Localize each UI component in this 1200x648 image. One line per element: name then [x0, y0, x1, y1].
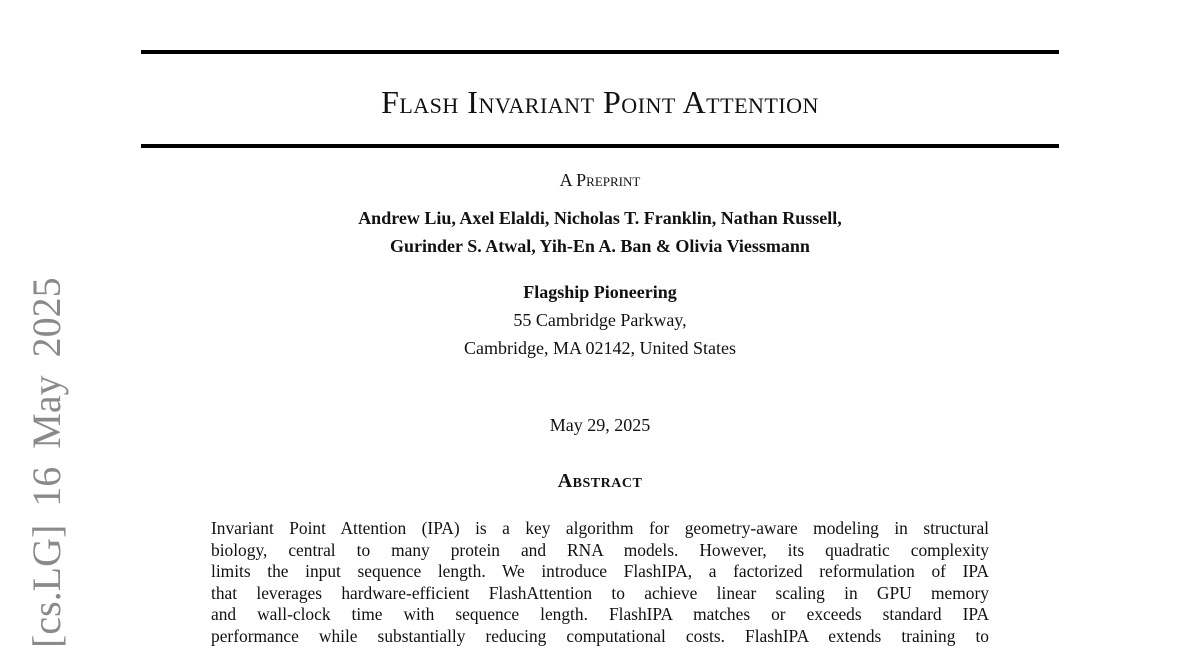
title-rule-top [141, 50, 1059, 54]
abstract-line: performance while substantially reducing computational costs. FlashIPA extends training to [211, 625, 989, 646]
arxiv-side-stamp: [cs.LG] 16 May 2025 [24, 277, 69, 648]
affiliation [141, 278, 1059, 362]
abstract-line: limits the input sequence length. We introduce FlashIPA, a factorized reformulation of IPA [211, 561, 989, 581]
abstract-body [211, 518, 989, 647]
author-line: Andrew Liu, Axel Elaldi, Nicholas T. Franklin, Nathan Russell, [358, 208, 842, 228]
abstract-heading: Abstract [557, 470, 643, 492]
author-line: Gurinder S. Atwal, Yih-En A. Ban & Olivia Viessmann [390, 236, 810, 256]
affiliation-organization: Flagship Pioneering [523, 282, 677, 302]
abstract-line: and wall-clock time with sequence length. FlashIPA matches or exceeds standard IPA [211, 604, 989, 624]
paper-date: May 29, 2025 [549, 415, 651, 435]
abstract-line: Invariant Point Attention (IPA) is a key algorithm for geometry-aware modeling in structural [211, 518, 989, 538]
paper-title: Flash Invariant Point Attention [381, 84, 819, 120]
title-rule-bottom [141, 144, 1059, 148]
abstract-line: biology, central to many protein and RNA models. However, its quadratic complexity [211, 539, 989, 560]
affiliation-address-line: 55 Cambridge Parkway, [513, 310, 687, 330]
abstract-line: that leverages hardware-efficient FlashAttention to achieve linear scaling in GPU memory [211, 582, 989, 603]
affiliation-address-line: Cambridge, MA 02142, United States [464, 338, 736, 358]
preprint-label: A Preprint [559, 170, 641, 190]
author-list [141, 204, 1059, 260]
